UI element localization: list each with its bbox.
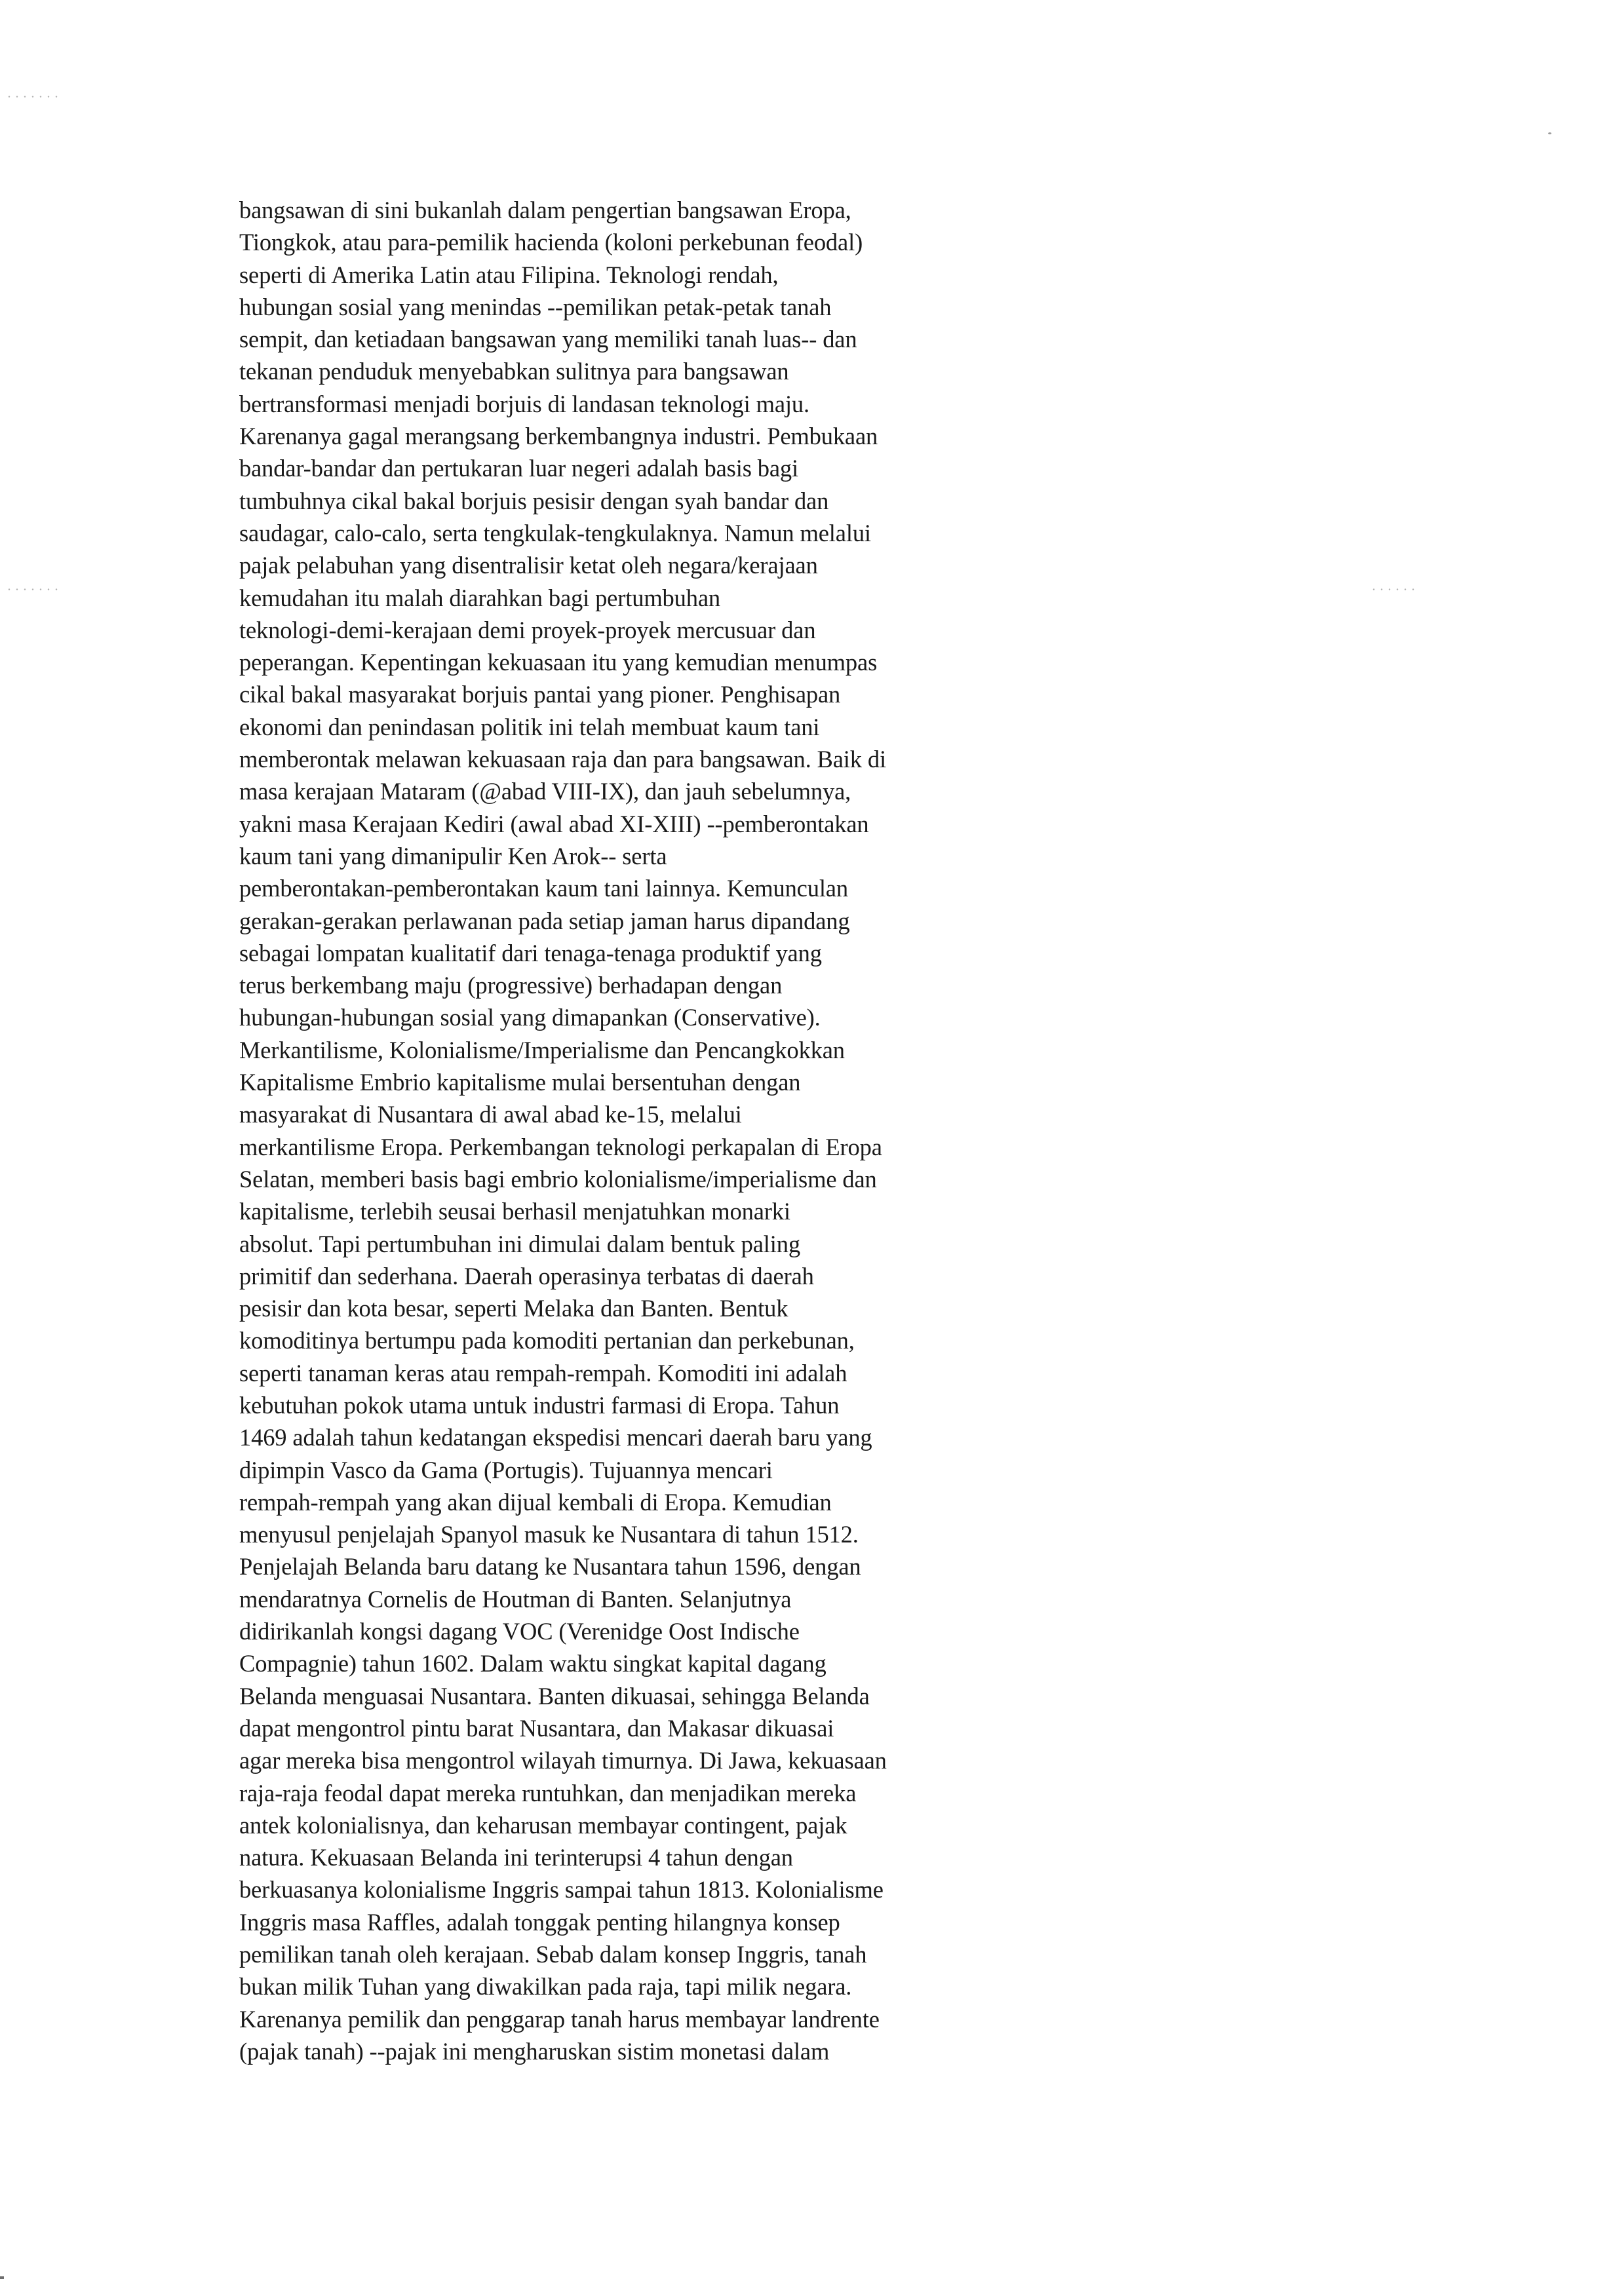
scan-artifact-bottom-left — [0, 2276, 4, 2279]
body-text — [239, 194, 1026, 2067]
text-line: hubungan sosial yang menindas --pemilikan petak-petak tanah — [239, 293, 832, 320]
text-line: hubungan-hubungan sosial yang dimapankan (Conservative). — [239, 1004, 821, 1031]
text-line: absolut. Tapi pertumbuhan ini dimulai dalam bentuk paling — [239, 1230, 800, 1257]
text-line: pemilikan tanah oleh kerajaan. Sebab dalam konsep Inggris, tanah — [239, 1941, 867, 1968]
text-line: Tiongkok, atau para-pemilik hacienda (koloni perkebunan feodal) — [239, 229, 863, 256]
text-line: natura. Kekuasaan Belanda ini terinterupsi 4 tahun dengan — [239, 1844, 793, 1871]
text-line: bangsawan di sini bukanlah dalam pengertian bangsawan Eropa, — [239, 197, 851, 223]
text-line: 1469 adalah tahun kedatangan ekspedisi mencari daerah baru yang — [239, 1424, 872, 1451]
text-line: Kapitalisme Embrio kapitalisme mulai bersentuhan dengan — [239, 1069, 801, 1096]
text-line: bandar-bandar dan pertukaran luar negeri adalah basis bagi — [239, 455, 798, 482]
scan-artifact-top-right — [1548, 132, 1551, 134]
text-line: Merkantilisme, Kolonialisme/Imperialisme dan Pencangkokkan — [239, 1036, 845, 1063]
text-line: menyusul penjelajah Spanyol masuk ke Nusantara di tahun 1512. — [239, 1521, 859, 1548]
text-line: bukan milik Tuhan yang diwakilkan pada raja, tapi milik negara. — [239, 1973, 852, 2000]
text-line: peperangan. Kepentingan kekuasaan itu yang kemudian menumpas — [239, 649, 878, 676]
text-line: masa kerajaan Mataram (@abad VIII-IX), dan jauh sebelumnya, — [239, 778, 851, 805]
text-line: pajak pelabuhan yang disentralisir ketat oleh negara/kerajaan — [239, 552, 818, 579]
text-line: Inggris masa Raffles, adalah tonggak penting hilangnya konsep — [239, 1908, 840, 1936]
text-line: dipimpin Vasco da Gama (Portugis). Tujuannya mencari — [239, 1456, 773, 1483]
text-line: Penjelajah Belanda baru datang ke Nusantara tahun 1596, dengan — [239, 1553, 861, 1580]
text-line: rempah-rempah yang akan dijual kembali di Eropa. Kemudian — [239, 1488, 832, 1516]
text-line: gerakan-gerakan perlawanan pada setiap jaman harus dipandang — [239, 907, 850, 934]
text-line: Karenanya gagal merangsang berkembangnya industri. Pembukaan — [239, 423, 878, 450]
text-line: saudagar, calo-calo, serta tengkulak-tengkulaknya. Namun melalui — [239, 519, 871, 546]
text-line: primitif dan sederhana. Daerah operasinya terbatas di daerah — [239, 1262, 814, 1290]
text-line: pemberontakan-pemberontakan kaum tani lainnya. Kemunculan — [239, 875, 848, 902]
text-line: raja-raja feodal dapat mereka runtuhkan, dan menjadikan mereka — [239, 1779, 857, 1807]
text-line: kemudahan itu malah diarahkan bagi pertumbuhan — [239, 584, 721, 611]
text-line: seperti tanaman keras atau rempah-rempah. Komoditi ini adalah — [239, 1359, 847, 1387]
text-line: kaum tani yang dimanipulir Ken Arok-- serta — [239, 842, 667, 870]
text-line: cikal bakal masyarakat borjuis pantai yang pioner. Penghisapan — [239, 681, 841, 708]
text-line: tumbuhnya cikal bakal borjuis pesisir dengan syah bandar dan — [239, 487, 829, 514]
text-line: terus berkembang maju (progressive) berhadapan dengan — [239, 972, 783, 999]
text-line: ekonomi dan penindasan politik ini telah membuat kaum tani — [239, 713, 820, 740]
text-line: (pajak tanah) --pajak ini mengharuskan sistim monetasi dalam — [239, 2037, 830, 2065]
text-line: antek kolonialisnya, dan keharusan membayar contingent, pajak — [239, 1811, 847, 1839]
text-line: agar mereka bisa mengontrol wilayah timurnya. Di Jawa, kekuasaan — [239, 1747, 887, 1774]
text-line: pesisir dan kota besar, seperti Melaka dan Banten. Bentuk — [239, 1295, 788, 1322]
text-line: memberontak melawan kekuasaan raja dan para bangsawan. Baik di — [239, 746, 886, 773]
text-line: mendaratnya Cornelis de Houtman di Banten. Selanjutnya — [239, 1585, 792, 1613]
text-line: seperti di Amerika Latin atau Filipina. Teknologi rendah, — [239, 261, 779, 288]
text-line: kebutuhan pokok utama untuk industri farmasi di Eropa. Tahun — [239, 1391, 840, 1419]
text-line: dapat mengontrol pintu barat Nusantara, dan Makasar dikuasai — [239, 1714, 834, 1742]
text-line: didirikanlah kongsi dagang VOC (Verenidge Oost Indische — [239, 1618, 800, 1645]
text-line: teknologi-demi-kerajaan demi proyek-proyek mercusuar dan — [239, 616, 816, 643]
scan-artifact-right-margin — [1370, 588, 1416, 590]
text-line: tekanan penduduk menyebabkan sulitnya para bangsawan — [239, 358, 789, 385]
text-line: komoditinya bertumpu pada komoditi pertanian dan perkebunan, — [239, 1327, 855, 1354]
text-line: berkuasanya kolonialisme Inggris sampai tahun 1813. Kolonialisme — [239, 1876, 884, 1904]
text-line: Karenanya pemilik dan penggarap tanah harus membayar landrente — [239, 2005, 880, 2033]
text-line: masyarakat di Nusantara di awal abad ke-15, melalui — [239, 1101, 742, 1128]
text-line: Compagnie) tahun 1602. Dalam waktu singkat kapital dagang — [239, 1650, 827, 1677]
text-line: yakni masa Kerajaan Kediri (awal abad XI-XIII) --pemberontakan — [239, 810, 869, 837]
text-line: Selatan, memberi basis bagi embrio kolonialisme/imperialisme dan — [239, 1165, 877, 1193]
text-line: Belanda menguasai Nusantara. Banten dikuasai, sehingga Belanda — [239, 1682, 870, 1710]
text-line: bertransformasi menjadi borjuis di landasan teknologi maju. — [239, 390, 809, 417]
scan-artifact-top-left — [5, 96, 58, 98]
text-line: sempit, dan ketiadaan bangsawan yang memiliki tanah luas-- dan — [239, 326, 857, 353]
text-line: sebagai lompatan kualitatif dari tenaga-tenaga produktif yang — [239, 939, 822, 966]
text-line: kapitalisme, terlebih seusai berhasil menjatuhkan monarki — [239, 1198, 790, 1225]
text-line: merkantilisme Eropa. Perkembangan teknologi perkapalan di Eropa — [239, 1133, 882, 1160]
scan-artifact-left-margin — [5, 588, 58, 590]
